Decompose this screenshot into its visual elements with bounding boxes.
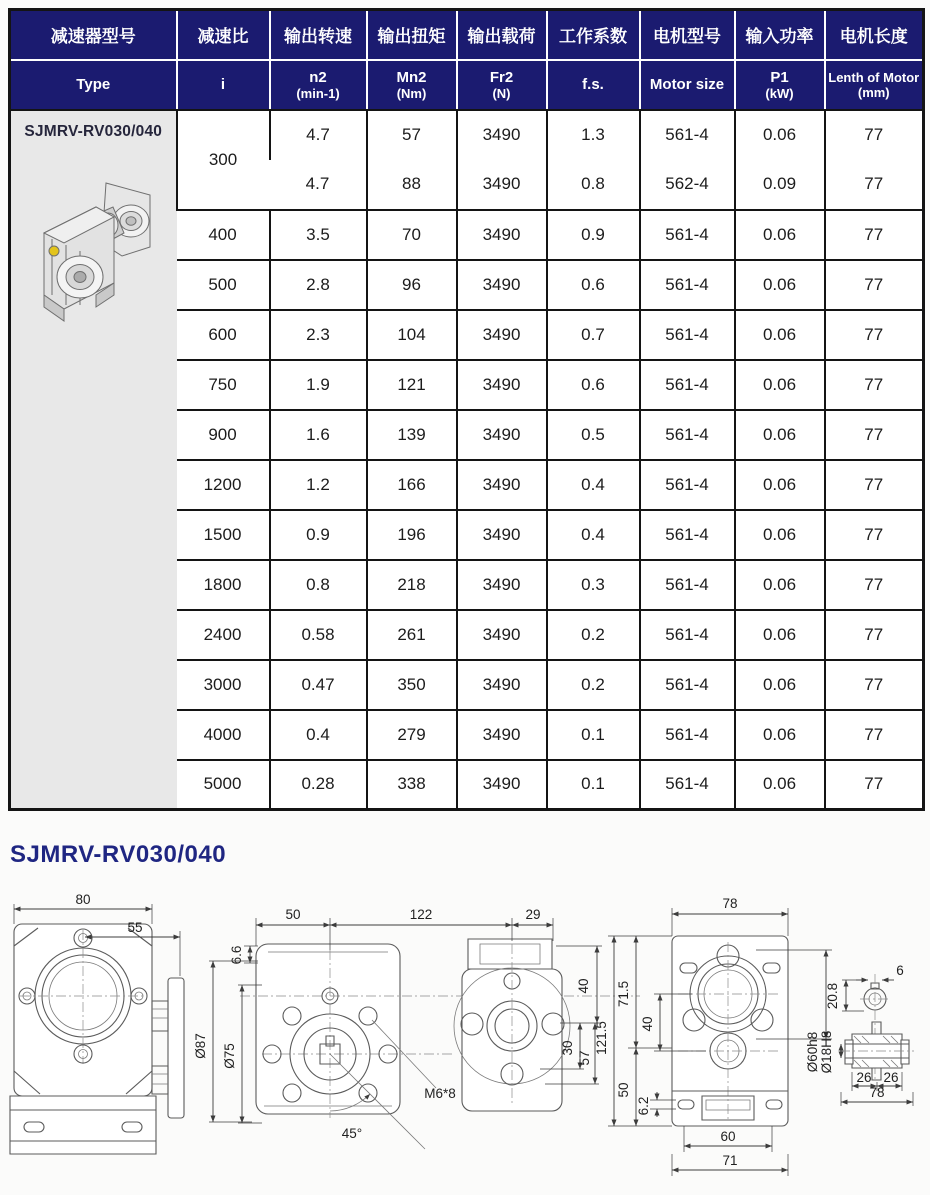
dim-label-78-shaft: 78 — [869, 1085, 885, 1100]
header-load-cn: 输出载荷 — [457, 10, 547, 60]
servicefactor-cell: 0.5 — [547, 410, 640, 460]
servicefactor-cell: 0.4 — [547, 460, 640, 510]
speed-cell: 1.2 — [270, 460, 367, 510]
side-view-drawing — [193, 907, 640, 1149]
motorlength-cell: 77 — [825, 710, 924, 760]
header-type-en: Type — [10, 60, 177, 110]
ratio-cell: 3000 — [177, 660, 270, 710]
torque-cell: 196 — [367, 510, 457, 560]
motor-cell: 561-4 — [640, 710, 735, 760]
ratio-cell: 2400 — [177, 610, 270, 660]
motor-cell: 561-4 — [640, 610, 735, 660]
torque-cell: 70 — [367, 210, 457, 260]
motorlength-cell: 77 — [825, 560, 924, 610]
rear-view-drawing — [636, 896, 832, 1176]
speed-cell: 2.3 — [270, 310, 367, 360]
speed-cell: 1.9 — [270, 360, 367, 410]
dim-label-40-side: 40 — [576, 978, 591, 994]
speed-cell: 3.5 — [270, 210, 367, 260]
speed-cell: 4.7 — [270, 160, 367, 210]
power-cell: 0.06 — [735, 710, 825, 760]
header-motor-cn: 电机型号 — [640, 10, 735, 60]
dim-label-121-5: 121.5 — [594, 1021, 609, 1055]
speed-cell: 0.9 — [270, 510, 367, 560]
motor-cell: 561-4 — [640, 510, 735, 560]
header-motor-en: Motor size — [640, 60, 735, 110]
dim-label-dia18h8: Ø18H8 — [819, 1030, 834, 1074]
power-cell: 0.06 — [735, 460, 825, 510]
torque-cell: 57 — [367, 110, 457, 160]
header-torque-cn: 输出扭矩 — [367, 10, 457, 60]
load-cell: 3490 — [457, 360, 547, 410]
header-speed-en: n2 (min-1) — [270, 60, 367, 110]
dim-label-29: 29 — [525, 907, 541, 922]
header-power-en: P1 (kW) — [735, 60, 825, 110]
motorlength-cell: 77 — [825, 460, 924, 510]
load-cell: 3490 — [457, 160, 547, 210]
table-row-group-300-a — [10, 110, 924, 160]
ratio-cell: 900 — [177, 410, 270, 460]
torque-cell: 88 — [367, 160, 457, 210]
torque-cell: 121 — [367, 360, 457, 410]
torque-cell: 350 — [367, 660, 457, 710]
power-cell: 0.06 — [735, 410, 825, 460]
dim-label-40-rear: 40 — [640, 1016, 655, 1032]
motor-cell: 561-4 — [640, 560, 735, 610]
torque-cell: 338 — [367, 760, 457, 810]
power-cell: 0.06 — [735, 760, 825, 810]
torque-cell: 261 — [367, 610, 457, 660]
ratio-cell: 750 — [177, 360, 270, 410]
speed-cell: 4.7 — [270, 110, 367, 160]
power-cell: 0.06 — [735, 310, 825, 360]
dim-label-tap-m6x8: M6*8 — [424, 1086, 456, 1101]
model-cell — [10, 110, 177, 810]
load-cell: 3490 — [457, 260, 547, 310]
product-image — [18, 155, 168, 335]
motorlength-cell: 77 — [825, 410, 924, 460]
servicefactor-cell: 0.9 — [547, 210, 640, 260]
dim-label-6-6: 6.6 — [229, 945, 244, 965]
speed-cell: 0.58 — [270, 610, 367, 660]
load-cell: 3490 — [457, 560, 547, 610]
table-header — [10, 10, 924, 110]
motor-cell: 562-4 — [640, 160, 735, 210]
header-motorlength-en: Lenth of Motor (mm) — [825, 60, 924, 110]
load-cell: 3490 — [457, 760, 547, 810]
front-view-drawing — [10, 892, 184, 1154]
motor-cell: 561-4 — [640, 660, 735, 710]
load-cell: 3490 — [457, 410, 547, 460]
power-cell: 0.06 — [735, 510, 825, 560]
dimension-drawings — [0, 871, 930, 1195]
servicefactor-cell: 0.6 — [547, 360, 640, 410]
dim-label-57: 57 — [577, 1050, 592, 1066]
ratio-cell: 1500 — [177, 510, 270, 560]
power-cell: 0.09 — [735, 160, 825, 210]
torque-cell: 96 — [367, 260, 457, 310]
motorlength-cell: 77 — [825, 110, 924, 160]
dim-label-26-b: 26 — [883, 1070, 899, 1085]
dim-label-6-2: 6.2 — [636, 1096, 651, 1116]
dim-label-dia87: Ø87 — [193, 1033, 208, 1059]
dim-label-45deg: 45° — [341, 1126, 363, 1141]
header-motorlength-cn: 电机长度 — [825, 10, 924, 60]
ratio-cell: 1800 — [177, 560, 270, 610]
ratio-cell: 5000 — [177, 760, 270, 810]
dim-label-78-rear: 78 — [722, 896, 738, 911]
dim-label-122: 122 — [409, 907, 433, 922]
motorlength-cell: 77 — [825, 660, 924, 710]
motorlength-cell: 77 — [825, 260, 924, 310]
header-row-english — [10, 60, 924, 110]
spec-table — [8, 8, 925, 811]
servicefactor-cell: 0.2 — [547, 660, 640, 710]
power-cell: 0.06 — [735, 210, 825, 260]
dim-label-dia75: Ø75 — [222, 1043, 237, 1069]
dim-label-26-a: 26 — [856, 1070, 872, 1085]
header-speed-cn: 输出转速 — [270, 10, 367, 60]
speed-cell: 0.47 — [270, 660, 367, 710]
load-cell: 3490 — [457, 110, 547, 160]
motor-cell: 561-4 — [640, 210, 735, 260]
dim-label-50-chain: 50 — [616, 1082, 631, 1098]
table-body — [10, 110, 924, 810]
header-servicefactor-en: f.s. — [547, 60, 640, 110]
servicefactor-cell: 0.2 — [547, 610, 640, 660]
dim-label-55: 55 — [127, 920, 143, 935]
motorlength-cell: 77 — [825, 610, 924, 660]
dim-label-50: 50 — [285, 907, 301, 922]
model-name: SJMRV-RV030/040 — [24, 122, 163, 140]
header-servicefactor-cn: 工作系数 — [547, 10, 640, 60]
motorlength-cell: 77 — [825, 160, 924, 210]
ratio-cell: 600 — [177, 310, 270, 360]
ratio-cell: 400 — [177, 210, 270, 260]
speed-cell: 2.8 — [270, 260, 367, 310]
load-cell: 3490 — [457, 210, 547, 260]
servicefactor-cell: 0.6 — [547, 260, 640, 310]
header-load-en: Fr2 (N) — [457, 60, 547, 110]
speed-cell: 0.8 — [270, 560, 367, 610]
ratio-cell: 500 — [177, 260, 270, 310]
header-ratio-en: i — [177, 60, 270, 110]
motor-cell: 561-4 — [640, 310, 735, 360]
dim-label-80: 80 — [75, 892, 91, 907]
header-power-cn: 输入功率 — [735, 10, 825, 60]
motor-cell: 561-4 — [640, 760, 735, 810]
torque-cell: 139 — [367, 410, 457, 460]
dim-label-20-8: 20.8 — [825, 982, 840, 1010]
torque-cell: 279 — [367, 710, 457, 760]
dim-label-dia60h8: Ø60h8 — [805, 1031, 820, 1073]
load-cell: 3490 — [457, 460, 547, 510]
power-cell: 0.06 — [735, 110, 825, 160]
motor-cell: 561-4 — [640, 360, 735, 410]
servicefactor-cell: 0.8 — [547, 160, 640, 210]
servicefactor-cell: 1.3 — [547, 110, 640, 160]
shaft-detail-drawing — [819, 963, 914, 1106]
header-row-chinese — [10, 10, 924, 60]
power-cell: 0.06 — [735, 560, 825, 610]
servicefactor-cell: 0.1 — [547, 710, 640, 760]
motorlength-cell: 77 — [825, 310, 924, 360]
load-cell: 3490 — [457, 310, 547, 360]
motorlength-cell: 77 — [825, 360, 924, 410]
ratio-cell: 1200 — [177, 460, 270, 510]
speed-cell: 1.6 — [270, 410, 367, 460]
power-cell: 0.06 — [735, 260, 825, 310]
servicefactor-cell: 0.1 — [547, 760, 640, 810]
power-cell: 0.06 — [735, 660, 825, 710]
speed-cell: 0.28 — [270, 760, 367, 810]
torque-cell: 166 — [367, 460, 457, 510]
motor-cell: 561-4 — [640, 260, 735, 310]
dim-label-71: 71 — [722, 1153, 738, 1168]
load-cell: 3490 — [457, 710, 547, 760]
motor-cell: 561-4 — [640, 460, 735, 510]
servicefactor-cell: 0.7 — [547, 310, 640, 360]
motor-cell: 561-4 — [640, 410, 735, 460]
load-cell: 3490 — [457, 610, 547, 660]
section-heading: SJMRV-RV030/040 — [10, 841, 227, 868]
power-cell: 0.06 — [735, 360, 825, 410]
power-cell: 0.06 — [735, 610, 825, 660]
dim-label-60: 60 — [720, 1129, 736, 1144]
servicefactor-cell: 0.4 — [547, 510, 640, 560]
dim-label-30: 30 — [560, 1040, 575, 1056]
ratio-cell: 300 — [177, 110, 270, 210]
load-cell: 3490 — [457, 660, 547, 710]
torque-cell: 104 — [367, 310, 457, 360]
motorlength-cell: 77 — [825, 760, 924, 810]
speed-cell: 0.4 — [270, 710, 367, 760]
motorlength-cell: 77 — [825, 510, 924, 560]
header-ratio-cn: 减速比 — [177, 10, 270, 60]
dim-label-key-6: 6 — [896, 963, 904, 978]
ratio-cell: 4000 — [177, 710, 270, 760]
servicefactor-cell: 0.3 — [547, 560, 640, 610]
torque-cell: 218 — [367, 560, 457, 610]
motor-cell: 561-4 — [640, 110, 735, 160]
header-torque-en: Mn2 (Nm) — [367, 60, 457, 110]
header-type-cn: 减速器型号 — [10, 10, 177, 60]
motorlength-cell: 77 — [825, 210, 924, 260]
dim-label-71-5: 71.5 — [616, 980, 631, 1008]
load-cell: 3490 — [457, 510, 547, 560]
